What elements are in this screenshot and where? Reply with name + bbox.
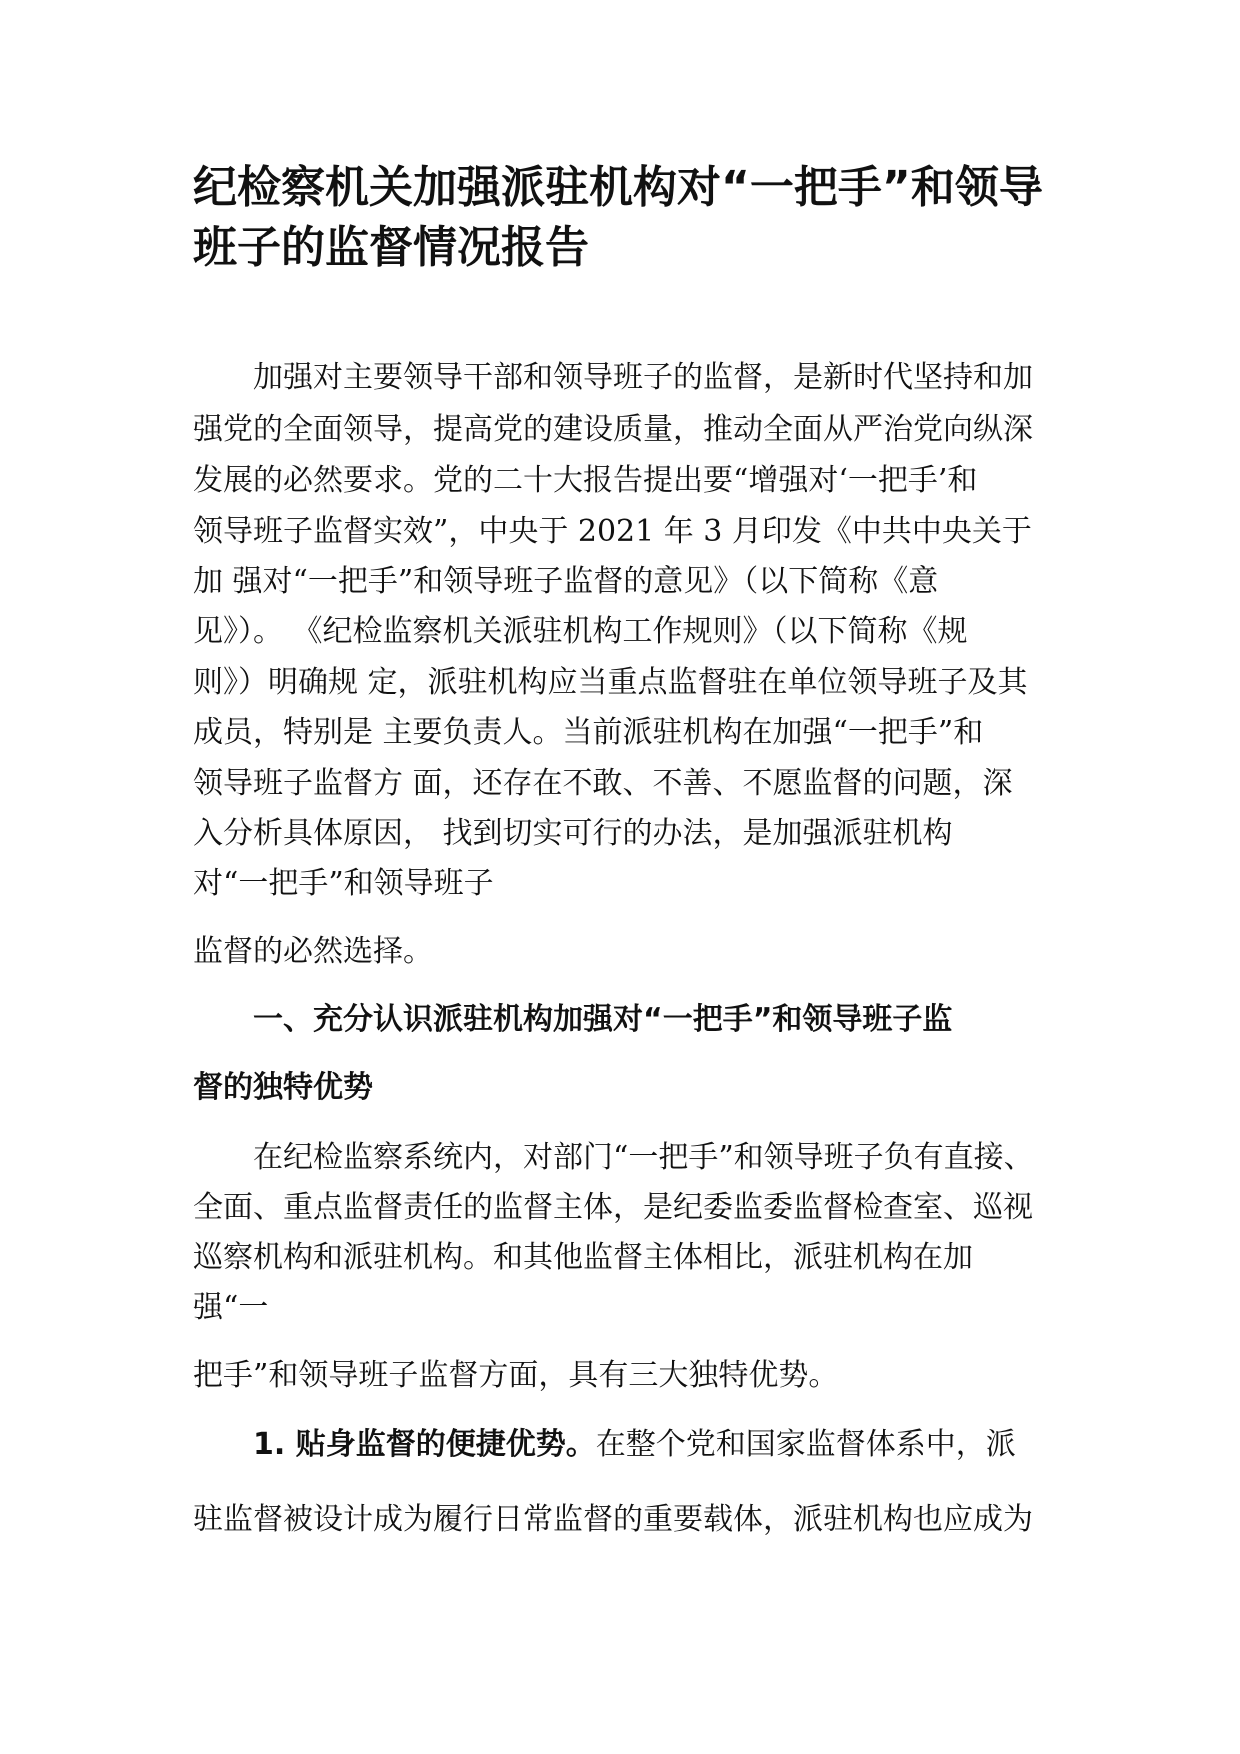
- intro-line: 见》）。 《纪检监察机关派驻机构工作规则》（以下简称《规: [193, 614, 968, 649]
- intro-line: 领导班子监督方 面，还存在不敢、不善、不愿监督的问题，深: [193, 766, 1013, 801]
- paragraph-line: 把手”和领导班子监督方面，具有三大独特优势。: [193, 1358, 839, 1393]
- paragraph-line: 强“一: [193, 1290, 269, 1325]
- document-title: 纪检察机关加强派驻机构对“一把手”和领导班子的监督情况报告: [193, 162, 1043, 273]
- intro-line: 强党的全面领导，提高党的建设质量，推动全面从严治党向纵深: [193, 412, 1033, 447]
- intro-line: 对“一把手”和领导班子: [193, 866, 494, 901]
- intro-tail-line: 监督的必然选择。: [193, 934, 433, 969]
- intro-line: 入分析具体原因， 找到切实可行的办法，是加强派驻机构: [193, 816, 953, 851]
- list-item: [253, 1425, 1133, 1465]
- paragraph-line: 全面、重点监督责任的监督主体，是纪委监委监督检查室、巡视: [193, 1190, 1033, 1225]
- section-heading-continued: 督的独特优势: [193, 1070, 373, 1105]
- list-item-label: 1. 贴身监督的便捷优势。: [253, 1427, 596, 1462]
- intro-line: 领导班子监督实效”，中央于 2021 年 3 月印发《中共中央关于: [193, 514, 1032, 549]
- list-item-text: 在整个党和国家监督体系中，派: [595, 1427, 1016, 1462]
- paragraph-line: 在纪检监察系统内，对部门“一把手”和领导班子负有直接、: [253, 1140, 1034, 1175]
- paragraph-line: 驻监督被设计成为履行日常监督的重要载体，派驻机构也应成为: [193, 1502, 1033, 1537]
- intro-line: 加 强对“一把手”和领导班子监督的意见》（以下简称《意: [193, 564, 939, 599]
- section-heading: 一、充分认识派驻机构加强对“一把手”和领导班子监: [253, 1002, 953, 1037]
- intro-line: 发展的必然要求。党的二十大报告提出要“增强对‘一把手’和: [193, 463, 978, 498]
- intro-line: 则》）明确规 定，派驻机构应当重点监督驻在单位领导班子及其: [193, 665, 1028, 700]
- intro-line: 加强对主要领导干部和领导班子的监督，是新时代坚持和加: [253, 360, 1033, 395]
- paragraph-line: 巡察机构和派驻机构。和其他监督主体相比，派驻机构在加: [193, 1240, 973, 1275]
- intro-line: 成员，特别是 主要负责人。当前派驻机构在加强“一把手”和: [193, 715, 984, 750]
